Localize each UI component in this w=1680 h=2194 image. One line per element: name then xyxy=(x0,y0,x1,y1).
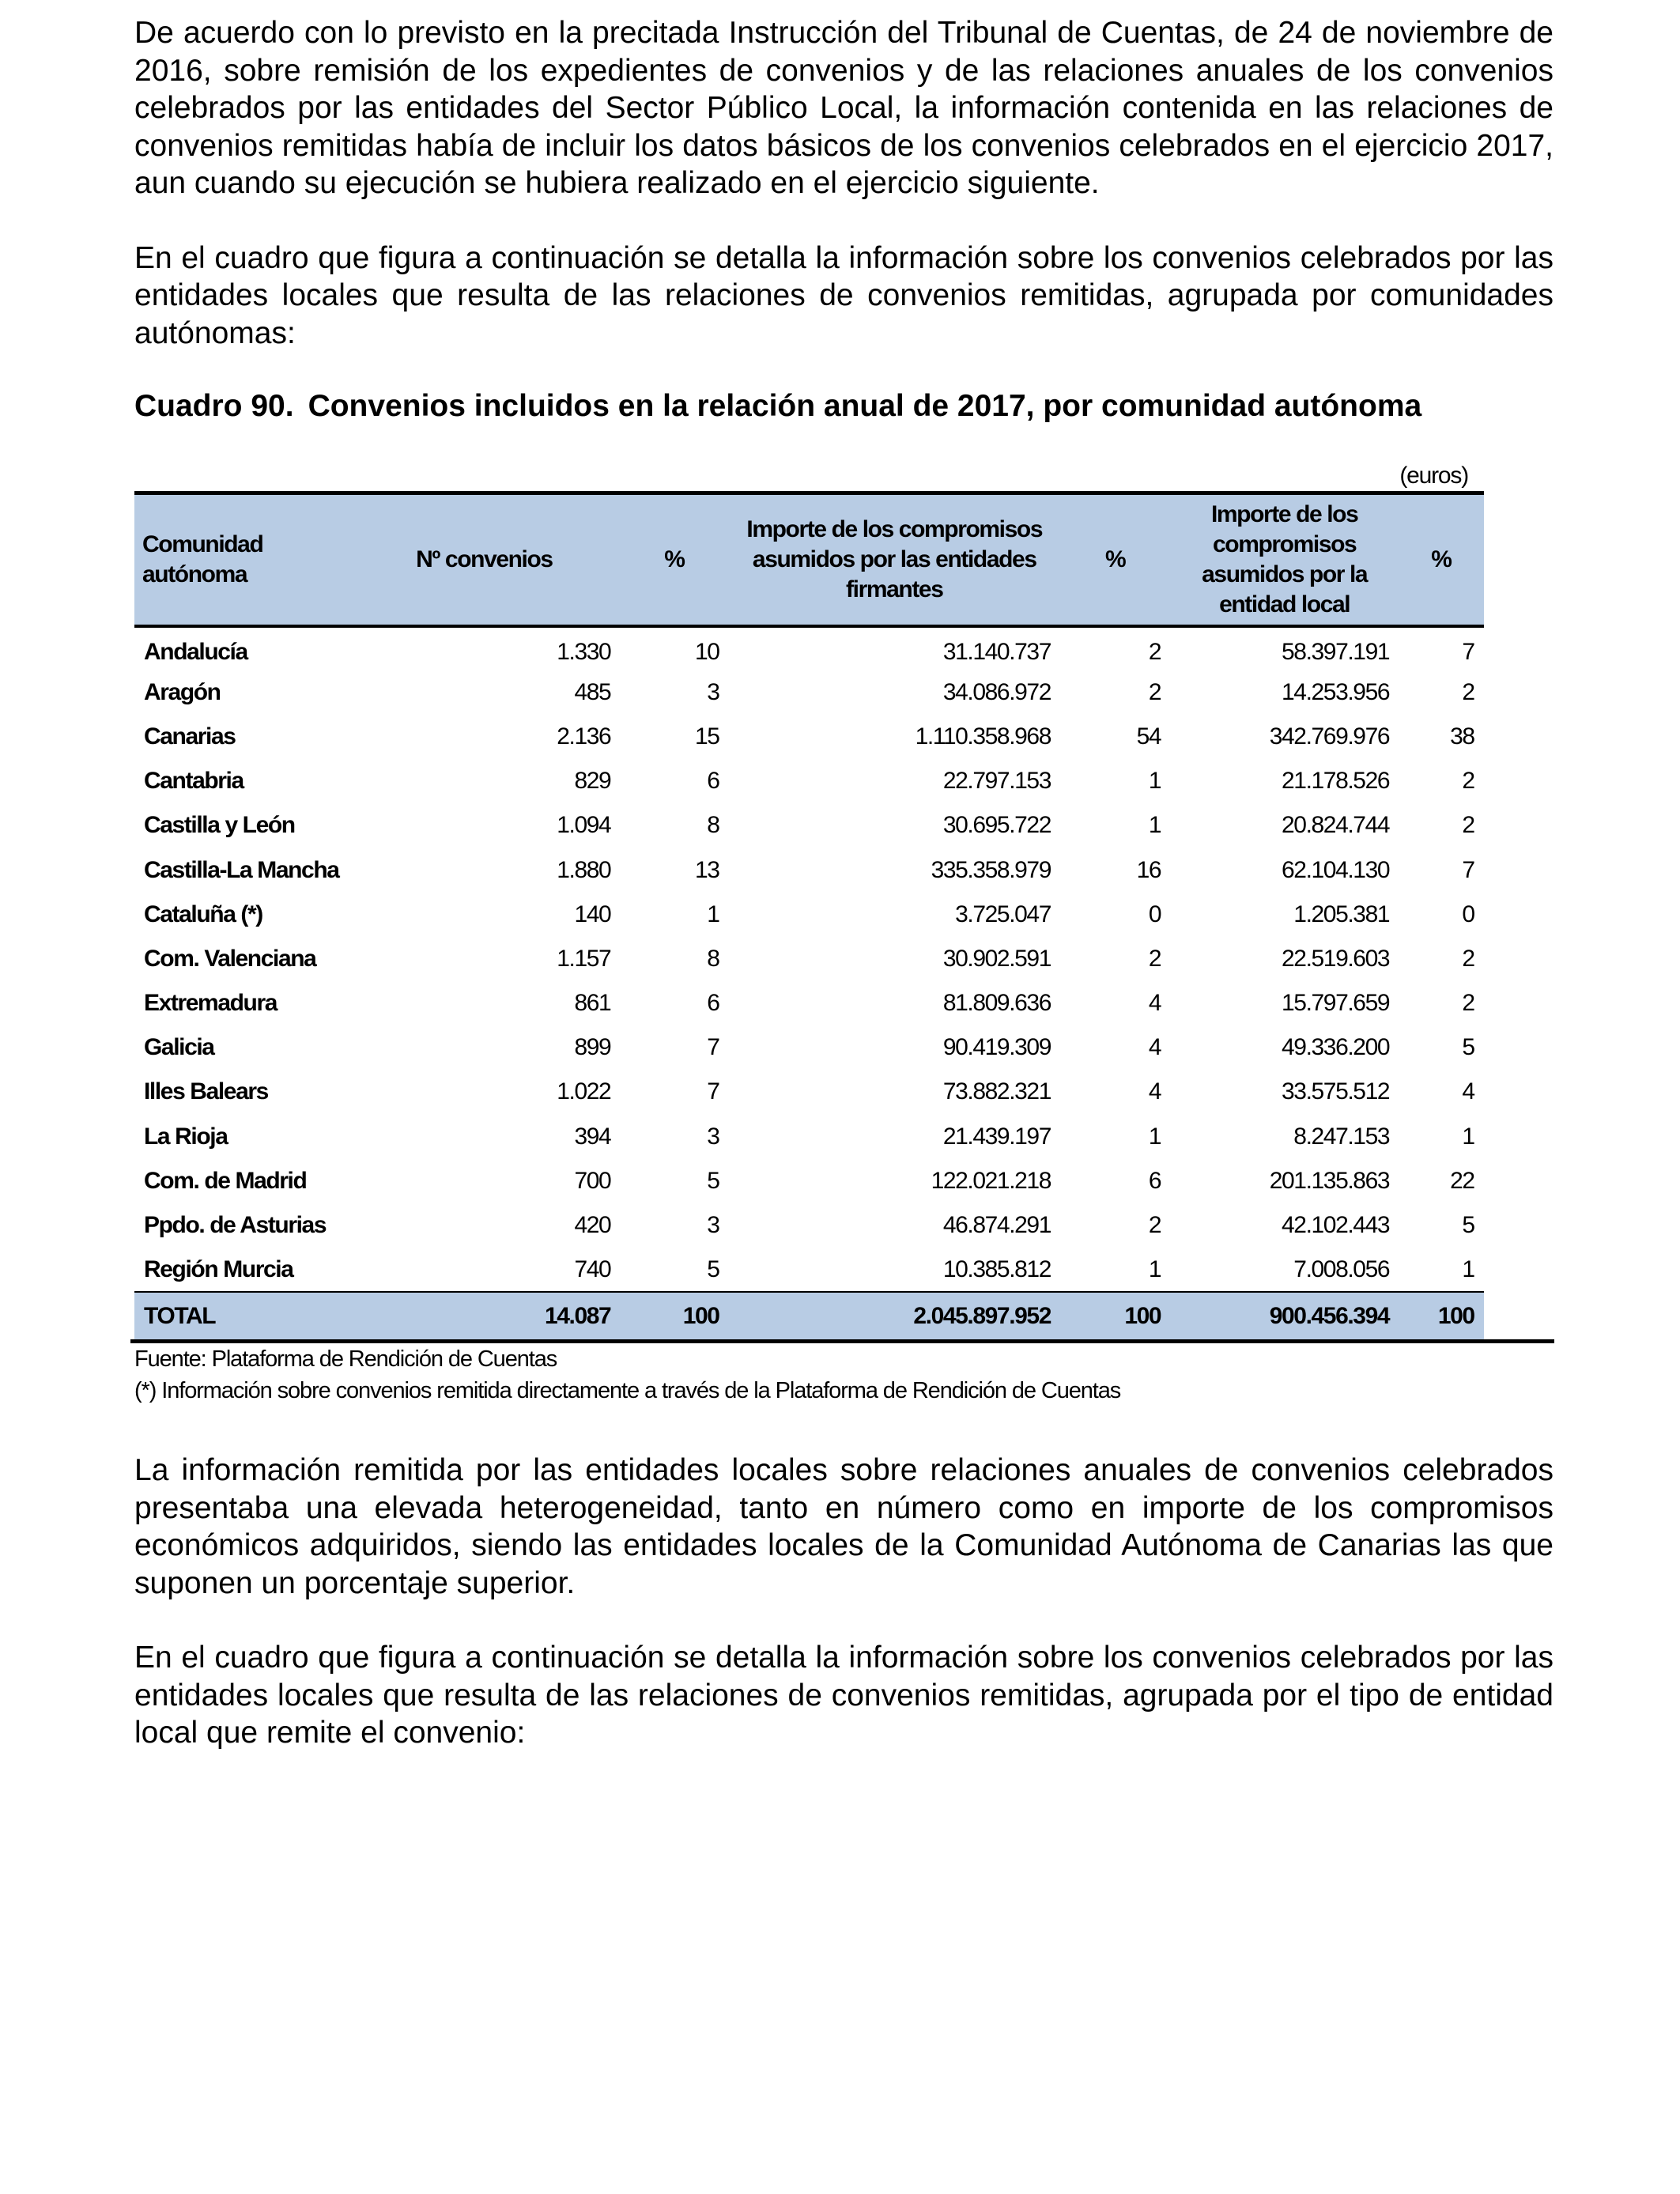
table-footnote: (*) Información sobre convenios remitida directamente a través de la Plataforma de Rendición de Cuentas xyxy=(134,1378,1121,1403)
row-pct-firmantes: 0 xyxy=(1148,901,1161,927)
table-row xyxy=(134,1159,1554,1203)
row-pct-local: 38 xyxy=(1450,723,1474,750)
total-num-convenios: 14.087 xyxy=(349,1292,621,1339)
row-pct-firmantes: 2 xyxy=(1148,945,1161,972)
row-num-convenios: 1.880 xyxy=(557,856,611,883)
header-num-convenios: Nº convenios xyxy=(349,493,621,626)
row-num-convenios: 394 xyxy=(574,1123,611,1150)
row-comunidad: Cantabria xyxy=(144,768,244,795)
row-pct-convenios: 7 xyxy=(707,1034,719,1061)
row-spacer xyxy=(1484,1025,1554,1070)
table-total-row xyxy=(134,1292,1554,1339)
row-pct-local: 1 xyxy=(1462,1256,1474,1282)
row-comunidad: La Rioja xyxy=(144,1123,228,1150)
row-spacer xyxy=(1484,1248,1554,1292)
row-importe-firmantes: 122.021.218 xyxy=(931,1167,1051,1194)
row-num-convenios: 1.330 xyxy=(557,638,611,665)
row-importe-firmantes: 73.882.321 xyxy=(942,1078,1051,1105)
row-importe-firmantes: 90.419.309 xyxy=(942,1034,1051,1061)
row-spacer xyxy=(1484,893,1554,937)
row-pct-local: 2 xyxy=(1462,945,1474,972)
intro-paragraph-2: En el cuadro que figura a continuación se detalla la información sobre los convenios celebrados por las entidades locales que resulta de las relaciones de convenios remitidas, agrupada por comunidades autónomas: xyxy=(134,240,1554,350)
row-pct-convenios: 3 xyxy=(707,678,719,705)
row-pct-local: 7 xyxy=(1462,638,1474,665)
row-comunidad: Com. Valenciana xyxy=(144,945,316,972)
row-comunidad: Extremadura xyxy=(144,990,277,1017)
row-pct-convenios: 6 xyxy=(707,990,719,1017)
row-num-convenios: 740 xyxy=(574,1256,611,1282)
table-header-row xyxy=(134,493,1554,626)
row-importe-firmantes: 335.358.979 xyxy=(931,856,1051,883)
row-importe-local: 49.336.200 xyxy=(1282,1034,1390,1061)
row-importe-firmantes: 31.140.737 xyxy=(942,638,1051,665)
row-num-convenios: 2.136 xyxy=(557,723,611,750)
closing-paragraph-1: La información remitida por las entidades locales sobre relaciones anuales de convenios celebrados presentaba una elevada heterogeneidad, tanto en número como en importe de los compromisos económicos adquiridos, siendo las entidades locales de la Comunidad Autónoma de Canarias las que suponen un porcentaje superior. xyxy=(134,1453,1554,1600)
row-pct-local: 2 xyxy=(1462,768,1474,795)
row-pct-firmantes: 2 xyxy=(1148,638,1161,665)
header-pct-local: % xyxy=(1399,493,1484,626)
row-pct-convenios: 10 xyxy=(694,638,719,665)
row-pct-convenios: 13 xyxy=(694,856,719,883)
row-comunidad: Galicia xyxy=(144,1034,214,1061)
row-pct-firmantes: 1 xyxy=(1148,1256,1161,1282)
row-importe-local: 20.824.744 xyxy=(1282,812,1390,839)
table-row xyxy=(134,626,1554,670)
row-spacer xyxy=(1484,981,1554,1025)
row-importe-local: 33.575.512 xyxy=(1282,1078,1390,1105)
row-spacer xyxy=(1484,1070,1554,1114)
table-units: (euros) xyxy=(1399,463,1468,489)
row-pct-firmantes: 6 xyxy=(1148,1167,1161,1194)
total-pct-local: 100 xyxy=(1399,1292,1484,1339)
row-importe-local: 42.102.443 xyxy=(1282,1212,1390,1239)
row-pct-convenios: 15 xyxy=(694,723,719,750)
row-num-convenios: 485 xyxy=(574,678,611,705)
row-pct-local: 7 xyxy=(1462,856,1474,883)
row-pct-local: 5 xyxy=(1462,1034,1474,1061)
table-caption-title: Convenios incluidos en la relación anual de 2017, por comunidad autónoma xyxy=(308,389,1422,423)
row-comunidad: Región Murcia xyxy=(144,1256,293,1282)
table-row xyxy=(134,1115,1554,1159)
table-caption xyxy=(134,387,1554,425)
table-source: Fuente: Plataforma de Rendición de Cuentas xyxy=(134,1346,557,1372)
row-pct-firmantes: 16 xyxy=(1136,856,1161,883)
row-num-convenios: 420 xyxy=(574,1212,611,1239)
row-pct-convenios: 5 xyxy=(707,1167,719,1194)
row-pct-firmantes: 1 xyxy=(1148,812,1161,839)
total-pct-firmantes: 100 xyxy=(1060,1292,1170,1339)
row-pct-local: 0 xyxy=(1462,901,1474,927)
row-spacer xyxy=(1484,848,1554,892)
row-num-convenios: 899 xyxy=(574,1034,611,1061)
row-spacer xyxy=(1484,715,1554,759)
table-body xyxy=(134,626,1554,1293)
header-importe-firmantes: Importe de los compromisos asumidos por las entidades firmantes xyxy=(729,493,1060,626)
row-spacer xyxy=(1484,1203,1554,1248)
row-num-convenios: 1.094 xyxy=(557,812,611,839)
row-importe-firmantes: 1.110.358.968 xyxy=(915,723,1051,750)
row-pct-firmantes: 4 xyxy=(1148,1078,1161,1105)
total-importe-local: 900.456.394 xyxy=(1170,1292,1399,1339)
row-pct-local: 2 xyxy=(1462,812,1474,839)
table-row xyxy=(134,670,1554,715)
table-row xyxy=(134,759,1554,803)
intro-paragraph-1: De acuerdo con lo previsto en la precitada Instrucción del Tribunal de Cuentas, de 24 de noviembre de 2016, sobre remisión de los expedientes de convenios y de las relaciones anuales de los convenios celebrados por las entidades del Sector Público Local, la información contenida en las relaciones de convenios remitidas había de incluir los datos básicos de los convenios celebrados en el ejercicio 2017, aun cuando su ejecución se hubiera realizado en el ejercicio siguiente. xyxy=(134,16,1554,200)
table-notes xyxy=(134,1343,1554,1407)
total-importe-firmantes: 2.045.897.952 xyxy=(729,1292,1060,1339)
row-importe-firmantes: 34.086.972 xyxy=(942,678,1051,705)
table-container xyxy=(134,462,1554,1343)
total-label: TOTAL xyxy=(134,1292,349,1339)
row-pct-local: 4 xyxy=(1462,1078,1474,1105)
table-bottom-rule xyxy=(130,1339,1554,1343)
total-pct-convenios: 100 xyxy=(620,1292,728,1339)
row-pct-firmantes: 2 xyxy=(1148,678,1161,705)
row-pct-convenios: 8 xyxy=(707,945,719,972)
row-spacer xyxy=(1484,759,1554,803)
table-caption-number: Cuadro 90. xyxy=(134,389,294,423)
row-pct-convenios: 1 xyxy=(707,901,719,927)
table-row xyxy=(134,1203,1554,1248)
convenios-table xyxy=(134,491,1554,1339)
document-page xyxy=(134,14,1554,1752)
row-num-convenios: 1.022 xyxy=(557,1078,611,1105)
table-row xyxy=(134,848,1554,892)
row-importe-firmantes: 81.809.636 xyxy=(942,990,1051,1017)
row-num-convenios: 861 xyxy=(574,990,611,1017)
row-comunidad: Cataluña (*) xyxy=(144,901,262,927)
row-importe-firmantes: 22.797.153 xyxy=(942,768,1051,795)
table-row xyxy=(134,937,1554,981)
header-pct-convenios: % xyxy=(620,493,728,626)
row-num-convenios: 140 xyxy=(574,901,611,927)
row-pct-firmantes: 2 xyxy=(1148,1212,1161,1239)
row-importe-firmantes: 30.695.722 xyxy=(942,812,1051,839)
row-spacer xyxy=(1484,1115,1554,1159)
table-row xyxy=(134,803,1554,848)
row-num-convenios: 700 xyxy=(574,1167,611,1194)
header-comunidad: Comunidad autónoma xyxy=(134,493,349,626)
row-importe-local: 58.397.191 xyxy=(1282,638,1390,665)
row-pct-local: 2 xyxy=(1462,678,1474,705)
row-pct-local: 5 xyxy=(1462,1212,1474,1239)
row-importe-local: 22.519.603 xyxy=(1282,945,1390,972)
row-pct-local: 2 xyxy=(1462,990,1474,1017)
row-importe-firmantes: 30.902.591 xyxy=(942,945,1051,972)
row-importe-local: 201.135.863 xyxy=(1269,1167,1390,1194)
row-importe-local: 14.253.956 xyxy=(1282,678,1390,705)
closing-section xyxy=(134,1452,1554,1752)
row-comunidad: Andalucía xyxy=(144,638,247,665)
header-pct-firmantes: % xyxy=(1060,493,1170,626)
row-importe-local: 1.205.381 xyxy=(1293,901,1390,927)
row-pct-convenios: 7 xyxy=(707,1078,719,1105)
row-importe-local: 342.769.976 xyxy=(1269,723,1390,750)
row-pct-convenios: 3 xyxy=(707,1123,719,1150)
header-importe-local: Importe de los compromisos asumidos por la entidad local xyxy=(1170,493,1399,626)
table-row xyxy=(134,1248,1554,1292)
row-pct-firmantes: 4 xyxy=(1148,1034,1161,1061)
row-pct-firmantes: 1 xyxy=(1148,768,1161,795)
row-importe-firmantes: 21.439.197 xyxy=(942,1123,1051,1150)
header-spacer xyxy=(1484,493,1554,626)
row-pct-convenios: 3 xyxy=(707,1212,719,1239)
row-pct-local: 22 xyxy=(1450,1167,1474,1194)
row-spacer xyxy=(1484,626,1554,670)
row-spacer xyxy=(1484,670,1554,715)
table-row xyxy=(134,893,1554,937)
table-row xyxy=(134,715,1554,759)
row-num-convenios: 829 xyxy=(574,768,611,795)
row-importe-local: 7.008.056 xyxy=(1293,1256,1390,1282)
row-importe-local: 62.104.130 xyxy=(1282,856,1390,883)
row-pct-firmantes: 54 xyxy=(1136,723,1161,750)
row-comunidad: Com. de Madrid xyxy=(144,1167,307,1194)
table-row xyxy=(134,1070,1554,1114)
row-comunidad: Canarias xyxy=(144,723,236,750)
row-importe-local: 15.797.659 xyxy=(1282,990,1390,1017)
row-pct-convenios: 6 xyxy=(707,768,719,795)
row-num-convenios: 1.157 xyxy=(557,945,611,972)
row-pct-convenios: 5 xyxy=(707,1256,719,1282)
table-row xyxy=(134,981,1554,1025)
row-comunidad: Aragón xyxy=(144,678,221,705)
closing-paragraph-2: En el cuadro que figura a continuación se detalla la información sobre los convenios celebrados por las entidades locales que resulta de las relaciones de convenios remitidas, agrupada por el tipo de entidad local que remite el convenio: xyxy=(134,1641,1554,1750)
row-importe-local: 21.178.526 xyxy=(1282,768,1390,795)
table-row xyxy=(134,1025,1554,1070)
total-spacer xyxy=(1484,1292,1554,1339)
row-importe-firmantes: 3.725.047 xyxy=(955,901,1051,927)
row-spacer xyxy=(1484,937,1554,981)
row-comunidad: Illes Balears xyxy=(144,1078,268,1105)
row-spacer xyxy=(1484,1159,1554,1203)
row-importe-firmantes: 46.874.291 xyxy=(942,1212,1051,1239)
row-comunidad: Castilla y León xyxy=(144,812,295,839)
row-importe-local: 8.247.153 xyxy=(1293,1123,1390,1150)
row-importe-firmantes: 10.385.812 xyxy=(942,1256,1051,1282)
row-comunidad: Castilla-La Mancha xyxy=(144,856,339,883)
row-pct-firmantes: 1 xyxy=(1148,1123,1161,1150)
row-comunidad: Ppdo. de Asturias xyxy=(144,1212,327,1239)
row-pct-convenios: 8 xyxy=(707,812,719,839)
row-pct-firmantes: 4 xyxy=(1148,990,1161,1017)
row-pct-local: 1 xyxy=(1462,1123,1474,1150)
row-spacer xyxy=(1484,803,1554,848)
